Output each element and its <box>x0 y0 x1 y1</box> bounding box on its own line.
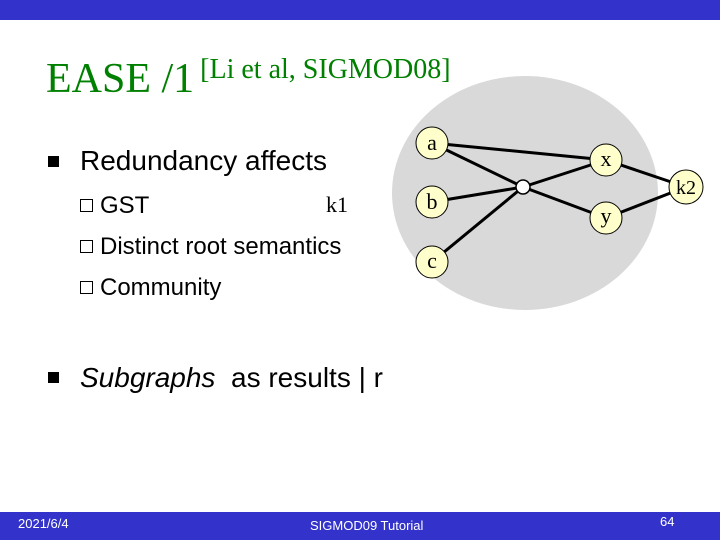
bullet-redundancy: Redundancy affects <box>80 145 327 176</box>
footer-date: 2021/6/4 <box>18 516 69 531</box>
subgraphs-italic: Subgraphs <box>80 362 216 393</box>
title-main: EASE /1 <box>46 56 195 102</box>
node-x-label: x <box>600 146 612 171</box>
sub-bullet-community: Community <box>100 274 222 301</box>
node-a-label: a <box>427 130 437 155</box>
title-citation: [Li et al, SIGMOD08] <box>200 54 451 85</box>
k1-label: k1 <box>326 192 348 217</box>
sub-bullet-gst: GST <box>100 192 150 219</box>
page-number: 64 <box>660 514 675 529</box>
node-b-label: b <box>426 189 438 214</box>
sub-bullet-distinct-root: Distinct root semantics <box>100 233 342 260</box>
node-c-label: c <box>427 248 437 273</box>
node-y-label: y <box>600 203 612 228</box>
footer-title: SIGMOD09 Tutorial <box>310 518 424 533</box>
subgraphs-rest: as results | r <box>231 362 383 393</box>
node-center <box>516 180 530 194</box>
node-k2-label: k2 <box>676 177 696 199</box>
